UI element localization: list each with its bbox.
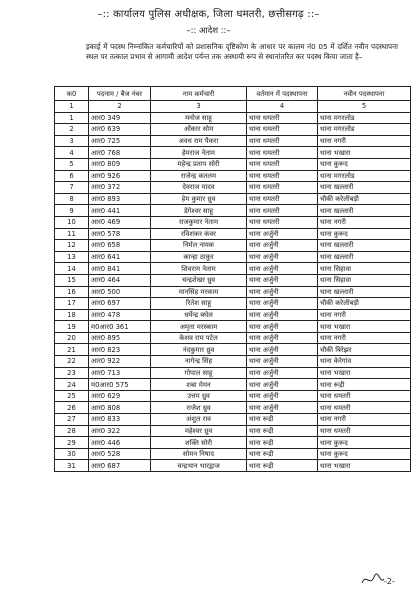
table-row [55, 216, 411, 228]
cell-badge: आर0 713 [89, 367, 151, 379]
table-row [55, 124, 411, 136]
cell-badge: आर0 687 [89, 460, 151, 472]
cell-name: शबा मेमन [151, 379, 247, 391]
table-row [55, 158, 411, 170]
table-row [55, 240, 411, 252]
table-row [55, 135, 411, 147]
cell-name: अंशुल राव [151, 414, 247, 426]
table-row [55, 356, 411, 368]
cell-badge: आर0 658 [89, 240, 151, 252]
cell-new-posting: थाना मगरलोड [318, 124, 411, 136]
cell-badge: आर0 469 [89, 216, 151, 228]
table-row [55, 448, 411, 460]
cell-name: शिवराम नेताम [151, 263, 247, 275]
table-row [55, 251, 411, 263]
cell-new-posting: थाना सिहावा [318, 263, 411, 275]
cell-new-posting: थाना धमतरी [318, 390, 411, 402]
cell-new-posting: थाना नगरी [318, 216, 411, 228]
table-row [55, 437, 411, 449]
cell-name: हेम कुमार ध्रुव [151, 193, 247, 205]
table-row [55, 298, 411, 310]
cell-new-posting: थाना कुरूद [318, 158, 411, 170]
cell-name: ओंकार सोम [151, 124, 247, 136]
cell-sn: 28 [55, 425, 89, 437]
cell-sn: 5 [55, 158, 89, 170]
cell-badge: आर0 725 [89, 135, 151, 147]
signature-page-mark [360, 569, 400, 589]
table-row [55, 367, 411, 379]
cell-sn: 4 [55, 147, 89, 159]
cell-sn: 14 [55, 263, 89, 275]
cell-sn: 19 [55, 321, 89, 333]
cell-sn: 2 [55, 124, 89, 136]
cell-new-posting: थाना भखारा [318, 321, 411, 333]
cell-sn: 31 [55, 460, 89, 472]
cell-new-posting: थाना खल्लारी [318, 240, 411, 252]
table-row [55, 263, 411, 275]
col-number: 1 [55, 101, 89, 113]
cell-new-posting: थाना भखारा [318, 367, 411, 379]
cell-name: राजकुमार नेताम [151, 216, 247, 228]
cell-current-posting: थाना रूद्री [247, 414, 318, 426]
order-paragraph: इकाई में पदस्थ निम्नांकित कर्मचारियों को प्रशासनिक दृष्टिकोण के आधार पर कालम नं0 05 में दर्शित नवीन पदस्थापना स्थल पर तत्काल प्रभाव से आगामी आदेश पर्यन्त तक अस्थायी रूप से स्थानांतरित कर पदस्थ किया जाता है– [86, 42, 398, 61]
table-row [55, 182, 411, 194]
cell-badge: आर0 823 [89, 344, 151, 356]
cell-sn: 20 [55, 332, 89, 344]
cell-current-posting: थाना अर्जुनी [247, 390, 318, 402]
cell-current-posting: थाना धमतरी [247, 170, 318, 182]
col-header-current: वर्तमान में पदस्थापना [247, 87, 318, 101]
cell-badge: आर0 629 [89, 390, 151, 402]
col-number: 2 [89, 101, 151, 113]
col-header-badge: पदनाम / बैज नंबर [89, 87, 151, 101]
cell-badge: आर0 768 [89, 147, 151, 159]
cell-new-posting: थाना केरेगांव [318, 356, 411, 368]
cell-sn: 23 [55, 367, 89, 379]
cell-name: मानसिंह मरकाम [151, 286, 247, 298]
cell-badge: आर0 478 [89, 309, 151, 321]
table-row [55, 344, 411, 356]
cell-current-posting: थाना अर्जुनी [247, 228, 318, 240]
cell-current-posting: थाना धमतरी [247, 135, 318, 147]
cell-badge: आर0 372 [89, 182, 151, 194]
cell-new-posting: थाना कुरूद [318, 448, 411, 460]
cell-name: रविशंकर कंवर [151, 228, 247, 240]
svg-text:-2-: -2- [384, 577, 395, 586]
table-row [55, 112, 411, 124]
cell-badge: आर0 500 [89, 286, 151, 298]
table-colnum-row [55, 101, 411, 113]
cell-badge: आर0 895 [89, 332, 151, 344]
cell-current-posting: थाना धमतरी [247, 112, 318, 124]
cell-current-posting: थाना अर्जुनी [247, 367, 318, 379]
cell-current-posting: थाना अर्जुनी [247, 309, 318, 321]
table-row [55, 286, 411, 298]
cell-sn: 8 [55, 193, 89, 205]
cell-name: शक्ति सोरी [151, 437, 247, 449]
cell-new-posting: थाना नगरी [318, 414, 411, 426]
table-row [55, 274, 411, 286]
cell-new-posting: थाना कुरूद [318, 228, 411, 240]
cell-sn: 11 [55, 228, 89, 240]
col-header-name: नाम कर्मचारी [151, 87, 247, 101]
cell-name: अवध राम पैकरा [151, 135, 247, 147]
cell-sn: 15 [55, 274, 89, 286]
cell-name: कान्हा ठाकुर [151, 251, 247, 263]
order-heading: –:: आदेश ::– [186, 26, 231, 36]
table-row [55, 321, 411, 333]
cell-badge: आर0 841 [89, 263, 151, 275]
table-row [55, 379, 411, 391]
cell-current-posting: थाना अर्जुनी [247, 274, 318, 286]
table-row [55, 205, 411, 217]
cell-sn: 22 [55, 356, 89, 368]
cell-sn: 16 [55, 286, 89, 298]
cell-badge: आर0 322 [89, 425, 151, 437]
cell-current-posting: थाना अर्जुनी [247, 251, 318, 263]
cell-sn: 3 [55, 135, 89, 147]
cell-name: महेन्द्र प्रताप सोरी [151, 158, 247, 170]
cell-badge: आर0 922 [89, 356, 151, 368]
cell-badge: म0आर0 575 [89, 379, 151, 391]
cell-name: नंदकुमार ध्रुव [151, 344, 247, 356]
cell-badge: आर0 446 [89, 437, 151, 449]
cell-sn: 24 [55, 379, 89, 391]
cell-current-posting: थाना अर्जुनी [247, 321, 318, 333]
cell-name: राजेश ध्रुव [151, 402, 247, 414]
cell-name: डेगेश्वर साहू [151, 205, 247, 217]
cell-current-posting: थाना अर्जुनी [247, 402, 318, 414]
cell-sn: 9 [55, 205, 89, 217]
cell-name: निर्मल नायक [151, 240, 247, 252]
table-row [55, 332, 411, 344]
table-row [55, 309, 411, 321]
cell-badge: आर0 809 [89, 158, 151, 170]
cell-new-posting: थाना नगरी [318, 332, 411, 344]
cell-new-posting: थाना मगरलोड [318, 112, 411, 124]
cell-name: राजेन्द्र कतलम [151, 170, 247, 182]
cell-name: नागेन्द्र सिंह [151, 356, 247, 368]
table-row [55, 170, 411, 182]
cell-current-posting: थाना रूद्री [247, 425, 318, 437]
cell-new-posting: थाना नगरी [318, 135, 411, 147]
cell-sn: 29 [55, 437, 89, 449]
table-row [55, 460, 411, 472]
cell-badge: आर0 808 [89, 402, 151, 414]
table-row [55, 402, 411, 414]
cell-current-posting: थाना धमतरी [247, 182, 318, 194]
cell-sn: 26 [55, 402, 89, 414]
table-row [55, 147, 411, 159]
cell-current-posting: थाना अर्जुनी [247, 332, 318, 344]
cell-new-posting: थाना रूद्री [318, 379, 411, 391]
cell-sn: 7 [55, 182, 89, 194]
cell-sn: 18 [55, 309, 89, 321]
cell-sn: 1 [55, 112, 89, 124]
cell-current-posting: थाना रूद्री [247, 448, 318, 460]
cell-sn: 30 [55, 448, 89, 460]
cell-current-posting: थाना धमतरी [247, 158, 318, 170]
cell-name: महेश्वर ध्रुव [151, 425, 247, 437]
cell-current-posting: थाना अर्जुनी [247, 298, 318, 310]
cell-sn: 25 [55, 390, 89, 402]
cell-current-posting: थाना अर्जुनी [247, 379, 318, 391]
cell-name: केशव राम पटेल [151, 332, 247, 344]
cell-new-posting: चौकी करेलीबड़ी [318, 298, 411, 310]
cell-new-posting: थाना खल्लारी [318, 251, 411, 263]
transfer-table [54, 86, 411, 472]
table-row [55, 414, 411, 426]
cell-sn: 6 [55, 170, 89, 182]
cell-new-posting: थाना खल्लारी [318, 205, 411, 217]
cell-badge: आर0 464 [89, 274, 151, 286]
cell-name: हेमराज नेताम [151, 147, 247, 159]
cell-sn: 21 [55, 344, 89, 356]
cell-current-posting: थाना अर्जुनी [247, 240, 318, 252]
col-number: 4 [247, 101, 318, 113]
cell-sn: 10 [55, 216, 89, 228]
cell-current-posting: थाना अर्जुनी [247, 356, 318, 368]
cell-sn: 12 [55, 240, 89, 252]
cell-new-posting: थाना नगरी [318, 309, 411, 321]
table-row [55, 193, 411, 205]
cell-new-posting: थाना खल्लारी [318, 182, 411, 194]
cell-current-posting: थाना अर्जुनी [247, 263, 318, 275]
cell-badge: आर0 893 [89, 193, 151, 205]
cell-badge: आर0 926 [89, 170, 151, 182]
cell-current-posting: थाना धमतरी [247, 216, 318, 228]
cell-sn: 13 [55, 251, 89, 263]
cell-badge: आर0 528 [89, 448, 151, 460]
cell-new-posting: थाना सिहावा [318, 274, 411, 286]
table-row [55, 425, 411, 437]
office-header: –:: कार्यालय पुलिस अधीक्षक, जिला धमतरी, छत्तीसगढ़ ::– [97, 9, 320, 20]
col-number: 3 [151, 101, 247, 113]
col-header-new: नवीन पदस्थापना [318, 87, 411, 101]
cell-badge: आर0 641 [89, 251, 151, 263]
cell-current-posting: थाना धमतरी [247, 124, 318, 136]
cell-sn: 27 [55, 414, 89, 426]
cell-current-posting: थाना धमतरी [247, 193, 318, 205]
cell-name: देवराज यादव [151, 182, 247, 194]
col-number: 5 [318, 101, 411, 113]
cell-name: गोपाल साहू [151, 367, 247, 379]
cell-new-posting: थाना धमतरी [318, 425, 411, 437]
cell-new-posting: थाना खल्लारी [318, 286, 411, 298]
cell-new-posting: थाना मगरलोड [318, 170, 411, 182]
cell-name: सोमन निषाद [151, 448, 247, 460]
cell-name: चन्द्रशेखर ध्रुव [151, 274, 247, 286]
cell-current-posting: थाना रूद्री [247, 437, 318, 449]
cell-name: धर्मेन्द्र बघेल [151, 309, 247, 321]
cell-new-posting: चौकी बिरेझर [318, 344, 411, 356]
cell-badge: आर0 833 [89, 414, 151, 426]
cell-badge: आर0 697 [89, 298, 151, 310]
table-header-row [55, 87, 411, 101]
cell-badge: आर0 578 [89, 228, 151, 240]
cell-current-posting: थाना अर्जुनी [247, 286, 318, 298]
cell-badge: आर0 639 [89, 124, 151, 136]
cell-new-posting: चौकी करेलीबड़ी [318, 193, 411, 205]
cell-current-posting: थाना अर्जुनी [247, 344, 318, 356]
cell-name: उत्तम ध्रुव [151, 390, 247, 402]
cell-badge: आर0 349 [89, 112, 151, 124]
cell-current-posting: थाना रूद्री [247, 460, 318, 472]
cell-new-posting: थाना धमतरी [318, 402, 411, 414]
cell-name: रितेश साहू [151, 298, 247, 310]
cell-new-posting: थाना भखारा [318, 460, 411, 472]
cell-name: चन्द्रभान भारद्वाज [151, 460, 247, 472]
cell-badge: म0आर0 361 [89, 321, 151, 333]
cell-name: अमृता मरस्काम [151, 321, 247, 333]
cell-name: मनोज साहू [151, 112, 247, 124]
col-header-sn: क0 [55, 87, 89, 101]
cell-new-posting: थाना कुरूद [318, 437, 411, 449]
cell-current-posting: थाना धमतरी [247, 205, 318, 217]
cell-current-posting: थाना धमतरी [247, 147, 318, 159]
cell-badge: आर0 441 [89, 205, 151, 217]
cell-new-posting: थाना भखारा [318, 147, 411, 159]
table-row [55, 390, 411, 402]
table-row [55, 228, 411, 240]
cell-sn: 17 [55, 298, 89, 310]
